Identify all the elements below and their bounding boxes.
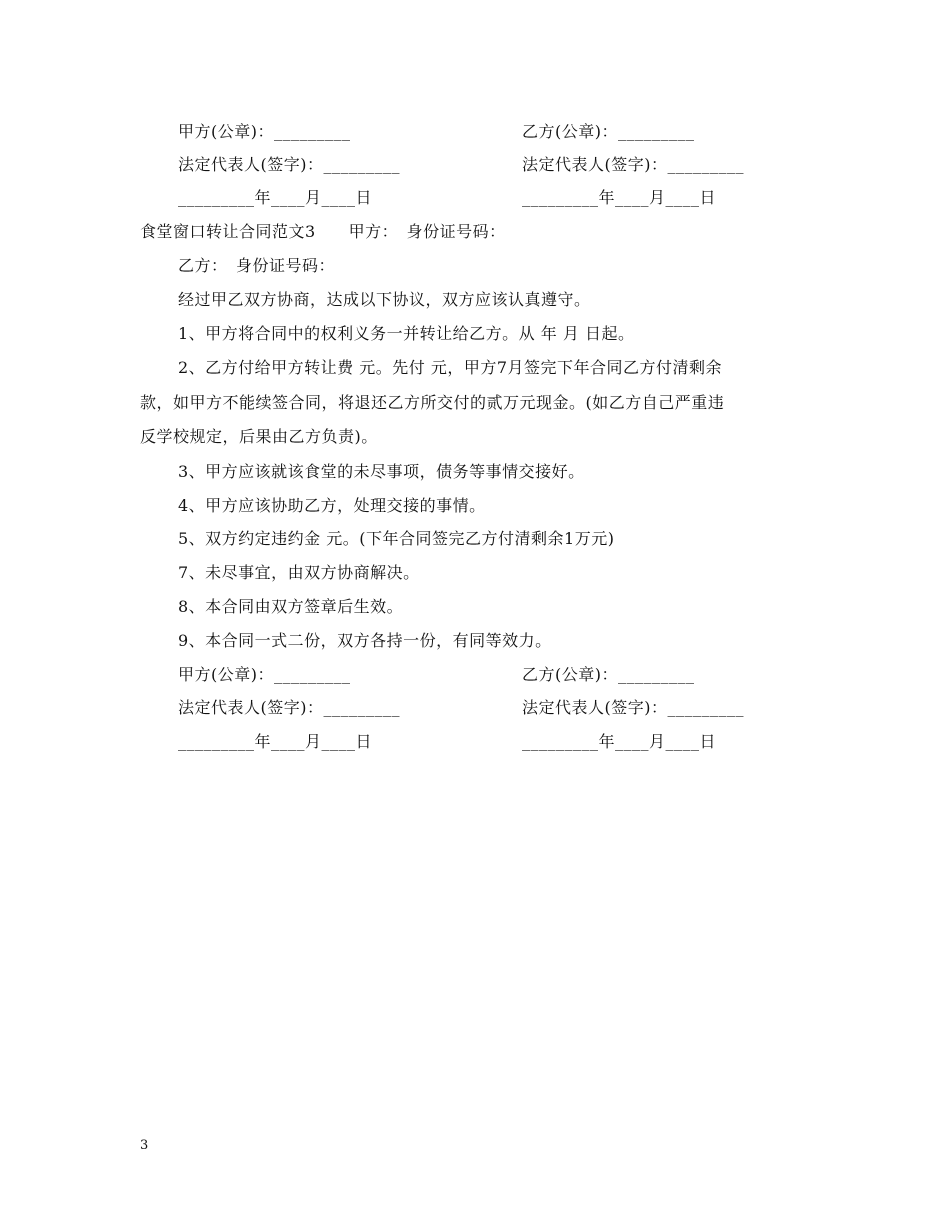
top-party-a-seal: 甲方(公章)：_________ <box>178 122 351 141</box>
top-party-a-date: _________年____月____日 <box>178 188 373 207</box>
top-party-b-date: _________年____月____日 <box>522 188 717 207</box>
party-b-id-line: 乙方： 身份证号码： <box>178 256 336 275</box>
clause-7: 7、未尽事宜，由双方协商解决。 <box>178 563 420 582</box>
clause-1: 1、甲方将合同中的权利义务一并转让给乙方。从 年 月 日起。 <box>178 324 635 343</box>
clause-3: 3、甲方应该就该食堂的未尽事项，债务等事情交接好。 <box>178 462 585 481</box>
clause-9: 9、本合同一式二份，双方各持一份，有同等效力。 <box>178 631 552 650</box>
bottom-party-a-seal: 甲方(公章)：_________ <box>178 665 351 684</box>
bottom-party-b-representative: 法定代表人(签字)：_________ <box>522 698 744 717</box>
clause-8: 8、本合同由双方签章后生效。 <box>178 597 404 616</box>
bottom-party-b-seal: 乙方(公章)：_________ <box>522 665 695 684</box>
top-party-b-representative: 法定代表人(签字)：_________ <box>522 155 744 174</box>
page-number: 3 <box>140 1138 149 1153</box>
clause-2-line-2: 款，如甲方不能续签合同，将退还乙方所交付的贰万元现金。(如乙方自己严重违 <box>140 393 725 412</box>
clause-5: 5、双方约定违约金 元。(下年合同签完乙方付清剩余1万元) <box>178 529 615 548</box>
contract-intro: 经过甲乙双方协商，达成以下协议，双方应该认真遵守。 <box>178 290 591 309</box>
contract-title-line: 食堂窗口转让合同范文3 甲方： 身份证号码： <box>140 222 506 241</box>
bottom-party-b-date: _________年____月____日 <box>522 732 717 751</box>
top-party-a-representative: 法定代表人(签字)：_________ <box>178 155 400 174</box>
bottom-party-a-date: _________年____月____日 <box>178 732 373 751</box>
clause-4: 4、甲方应该协助乙方，处理交接的事情。 <box>178 496 486 515</box>
bottom-party-a-representative: 法定代表人(签字)：_________ <box>178 698 400 717</box>
top-party-b-seal: 乙方(公章)：_________ <box>522 122 695 141</box>
clause-2-line-1: 2、乙方付给甲方转让费 元。先付 元，甲方7月签完下年合同乙方付清剩余 <box>178 358 723 377</box>
clause-2-line-3: 反学校规定，后果由乙方负责)。 <box>140 427 378 446</box>
